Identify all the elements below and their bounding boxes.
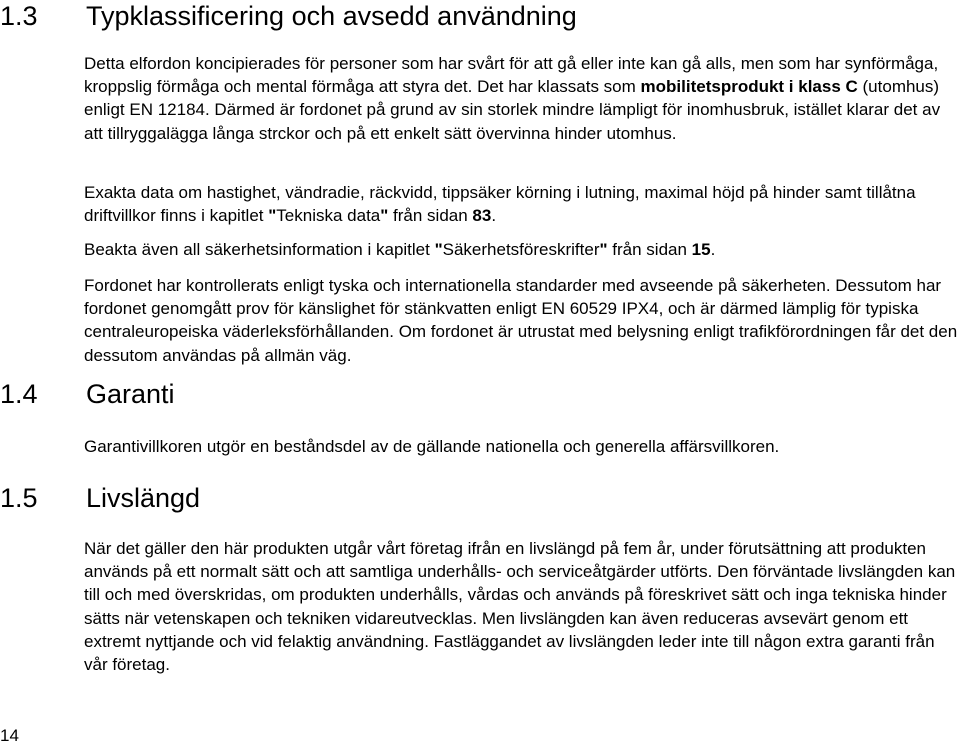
text-run: Beakta även all säkerhetsinformation i kapitlet: [84, 240, 435, 259]
paragraph-safety-info: [84, 238, 960, 261]
text-run: Exakta data om hastighet, vändradie, räckvidd, tippsäker körning i lutning, maximal höjd på hinder samt tillåtna driftvillkor finns i kapitlet: [84, 183, 916, 226]
page-number: 14: [0, 726, 19, 745]
paragraph-lifespan: När det gäller den här produkten utgår vårt företag ifrån en livslängd på fem år, under förutsättning att produkten används på ett normalt sätt och att samtliga underhålls- och serviceåtgärder utförts. Den förväntade livslängden kan till och med överskridas, om produkten underhålls, vårdas och används på föreskrivet sätt och inga tekniska hinder sätts när vetenskapen och tekniken vidareutvecklas. Men livslängden kan även reduceras avsevärt genom ett extremt nyttjande och vid felaktig användning. Fastläggandet av livslängden leder inte till någon extra garanti från vår företag.: [84, 539, 956, 675]
paragraph-warranty: Garantivillkoren utgör en beståndsdel av de gällande nationella och generella affärsvillkoren.: [84, 437, 780, 456]
text-run: .: [491, 206, 497, 226]
chapter-reference: Säkerhetsföreskrifter: [442, 240, 600, 259]
section-heading-1-5: [0, 482, 200, 514]
bold-quote: ": [380, 206, 389, 226]
text-run: Detta elfordon koncipierades för personer som har svårt för att gå eller inte kan gå alls, men som har synförmåga, kroppslig förmåga och mental förmåga att styra det. Det har klassats som: [84, 54, 939, 97]
section-heading-1-4: [0, 378, 175, 410]
section-title: Typklassificering och avsedd användning: [86, 1, 577, 31]
bold-quote: ": [268, 206, 277, 226]
text-run: .: [710, 240, 716, 259]
section-title: Livslängd: [86, 483, 201, 513]
bold-run: mobilitetsprodukt i klass C: [640, 77, 858, 97]
section-number: 1.4: [0, 379, 38, 409]
section-number: 1.5: [0, 483, 38, 513]
paragraph-exact-data: [84, 181, 960, 227]
text-run: från sidan: [607, 240, 692, 259]
bold-quote: ": [599, 240, 608, 259]
bold-quote: ": [434, 240, 443, 259]
section-number: 1.3: [0, 1, 38, 31]
paragraph-intended-use: [84, 52, 960, 145]
page-reference: 15: [691, 240, 711, 259]
text-run: från sidan: [388, 206, 473, 226]
section-heading-1-3: [0, 0, 577, 32]
text-run: (utomhus) enligt EN 12184. Därmed är fordonet på grund av sin storlek mindre lämpligt för inomhusbruk, istället klarar det av att tillryggalägga långa strckor och på ett enkelt sätt övervinna hinder utomhus.: [84, 77, 941, 143]
paragraph-standards: Fordonet har kontrollerats enligt tyska och internationella standarder med avseende på säkerheten. Dessutom har fordonet genomgått prov för känslighet för stänkvatten enligt EN 60529 IPX4, och är därmed lämplig för typiska centraleuropeiska väderleksförhållanden. Om fordonet är utrustat med belysning enligt trafikförordningen får det den dessutom användas på allmän väg.: [84, 276, 958, 365]
section-title: Garanti: [86, 379, 175, 409]
chapter-reference: Tekniska data: [276, 206, 381, 226]
page-reference: 83: [472, 206, 492, 226]
